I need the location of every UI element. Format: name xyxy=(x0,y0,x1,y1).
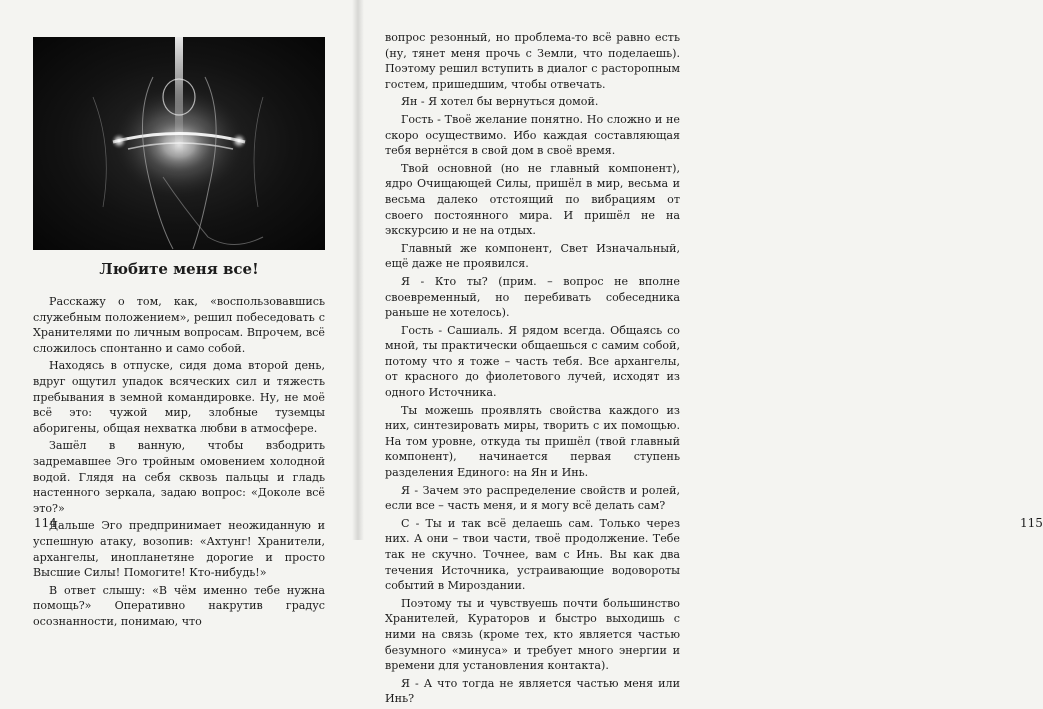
left-page xyxy=(0,0,358,628)
paragraph: Я - Зачем это распределение свойств и ролей, если все – часть меня, и я могу всё делать сам? xyxy=(385,483,680,513)
chapter-heading: Любите меня все! xyxy=(99,260,259,278)
spiritual-photo xyxy=(33,37,325,250)
right-page-text xyxy=(385,30,680,709)
left-page-text xyxy=(33,294,325,631)
paragraph: Ян - Я хотел бы вернуться домой. xyxy=(401,95,599,109)
paragraph: Дальше Эго предпринимает неожиданную и успешную атаку, возопив: «Ахтунг! Хранители, архангелы, инопланетяне дорогие и просто Высшие Силы! Помогите! Кто-нибудь!» xyxy=(33,519,325,580)
paragraph: Твой основной (но не главный компонент), ядро Очищающей Силы, пришёл в мир, весьма и весьма далеко отстоящий по вибрациям от своего постоянного мира. И пришёл не на экскурсию и не на отдых. xyxy=(385,161,680,238)
paragraph: Зашёл в ванную, чтобы взбодрить задремавшее Эго тройным омовением холодной водой. Глядя на себя сквозь пальцы и гладь настенного зеркала, задаю вопрос: «Доколе всё это?» xyxy=(33,439,325,515)
paragraph: Ты можешь проявлять свойства каждого из них, синтезировать миры, творить с их помощью. На том уровне, откуда ты пришёл (твой главный компонент), начинается первая ступень разделения Единого: на Ян и Инь. xyxy=(385,403,680,480)
paragraph: вопрос резонный, но проблема-то всё равно есть (ну, тянет меня прочь с Земли, что поделаешь). Поэтому решил вступить в диалог с расторопным гостем, пришедшим, чтобы отвечать. xyxy=(385,31,680,91)
paragraph: Я - Кто ты? (прим. – вопрос не вполне своевременный, но перебивать собеседника раньше не хотелось). xyxy=(385,274,680,320)
paragraph: Расскажу о том, как, «воспользовавшись служебным положением», решил побеседовать с Хранителями по личным вопросам. Впрочем, всё сложилось спонтанно и само собой. xyxy=(33,295,325,355)
paragraph: Гость - Твоё желание понятно. Но сложно и не скоро осуществимо. Ибо каждая составляющая тебя вернётся в свой дом в своё время. xyxy=(385,112,680,158)
paragraph: Поэтому ты и чувствуешь почти большинство Хранителей, Кураторов и быстро выходишь с ними на связь (кроме тех, кто является частью безумного «минуса» и требует много энергии и времени для установления контакта). xyxy=(385,596,680,673)
paragraph: В ответ слышу: «В чём именно тебе нужна помощь?» Оперативно накрутив градус осознанности, понимаю, что xyxy=(33,583,325,628)
paragraph: Находясь в отпуске, сидя дома второй день, вдруг ощутил упадок всяческих сил и тяжесть пребывания в земной командировке. Ну, не моё всё это: чужой мир, злобные туземцы аборигены, общая нехватка любви в атмосфере. xyxy=(33,359,325,435)
paragraph: С - Ты и так всё делаешь сам. Только через них. А они – твои части, твоё продолжение. Тебе так не скучно. Точнее, вам с Инь. Вы как два течения Источника, устраивающие водовороты событий в Мироздании. xyxy=(385,516,680,593)
paragraph: Гость - Сашиаль. Я рядом всегда. Общаясь со мной, ты практически общаешься с самим собой, потому что я тоже – часть тебя. Все архангелы, от красного до фиолетового лучей, исходят из одного Источника. xyxy=(385,323,680,400)
paragraph: Главный же компонент, Свет Изначальный, ещё даже не проявился. xyxy=(385,241,680,271)
paragraph: Я - А что тогда не является частью меня или Инь? xyxy=(385,676,680,706)
page-number-left: 114 xyxy=(34,516,57,530)
page-number-right: 115 xyxy=(1020,516,1043,530)
light-figure-icon xyxy=(33,37,325,250)
